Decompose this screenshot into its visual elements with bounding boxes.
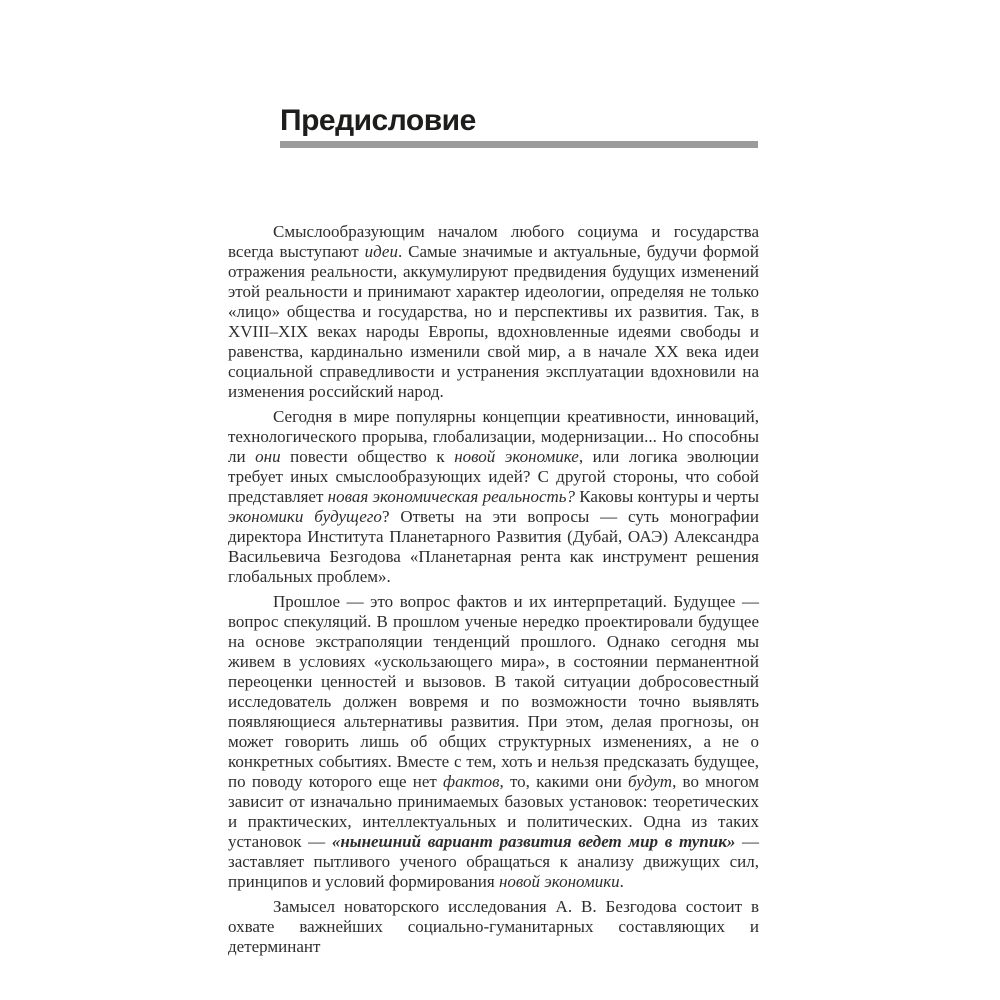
paragraph	[228, 407, 759, 587]
emphasized-text: экономики будущего	[228, 507, 382, 526]
body-text	[228, 222, 759, 962]
text-run: Прошлое — это вопрос фактов и их интерпретаций. Будущее — вопрос спекуляций. В прошлом ученые нередко проектировали будущее на основе экстраполяции тенденций прошлого. Однако сегодня мы живем в условиях «ускользающего мира», в состоянии перманентной переоценки ценностей и вызовов. В такой ситуации добросовестный исследователь должен вовремя и по возможности точно выявлять появляющиеся альтернативы развития. При этом, делая прогнозы, он может говорить лишь об общих структурных изменениях, а не о конкретных событиях. Вместе с тем, хоть и нельзя предсказать будущее, по поводу которого еще нет	[228, 592, 759, 791]
emphasized-text: они	[255, 447, 281, 466]
text-run: Замысел новаторского исследования А. В. Безгодова состоит в охвате важнейших социально-гуманитарных составляющих и детерминант	[228, 897, 759, 956]
emphasized-text: «нынешний вариант развития ведет мир в тупик»	[331, 832, 736, 851]
title-underline-bar	[280, 141, 758, 148]
text-run: , во многом зависит от изначально принимаемых базовых установок: теоретических и практических, интеллектуальных и политических. Одна из таких установок —	[228, 772, 759, 851]
text-run: ? Ответы на эти вопросы — суть монографии директора Института Планетарного Развития (Дубай, ОАЭ) Александра Васильевича Безгодова «Планетарная рента как инструмент решения глобальных проблем».	[228, 507, 759, 586]
paragraph	[228, 222, 759, 402]
text-run: , или логика эволюции требует иных смыслообразующих идей? С другой стороны, что собой представляет	[228, 447, 759, 506]
text-run: — заставляет пытливого ученого обращаться к анализу движущих сил, принципов и условий формирования	[228, 832, 760, 891]
text-run: Сегодня в мире популярны концепции креативности, инноваций, технологического прорыва, глобализации, модернизации... Но способны ли	[228, 407, 759, 466]
text-run: . Самые значимые и актуальные, будучи формой отражения реальности, аккумулируют предвидения будущих изменений этой реальности и принимают характер идеологии, определяя не только «лицо» общества и государства, но и перспективы их развития. Так, в XVIII–XIX веках народы Европы, вдохновленные идеями свободы и равенства, кардинально изменили свой мир, а в начале XX века идеи социальной справедливости и устранения эксплуатации вдохновили на изменения российский народ.	[228, 242, 759, 401]
text-run: повести общество к	[280, 447, 455, 466]
chapter-title: Предисловие	[280, 104, 476, 137]
emphasized-text: будут	[628, 772, 673, 791]
paragraph	[228, 592, 759, 892]
emphasized-text: новой экономики	[498, 872, 620, 891]
text-run: , то, какими они	[499, 772, 629, 791]
emphasized-text: новая экономическая реальность?	[327, 487, 576, 506]
emphasized-text: идеи	[364, 242, 398, 261]
chapter-heading	[280, 104, 758, 148]
text-run: .	[619, 872, 624, 891]
text-run: Смыслообразующим началом любого социума и государства всегда выступают	[228, 222, 759, 261]
emphasized-text: фактов	[443, 772, 500, 791]
emphasized-text: новой экономике	[454, 447, 579, 466]
paragraph	[228, 897, 759, 957]
text-run: Каковы контуры и черты	[575, 487, 759, 506]
